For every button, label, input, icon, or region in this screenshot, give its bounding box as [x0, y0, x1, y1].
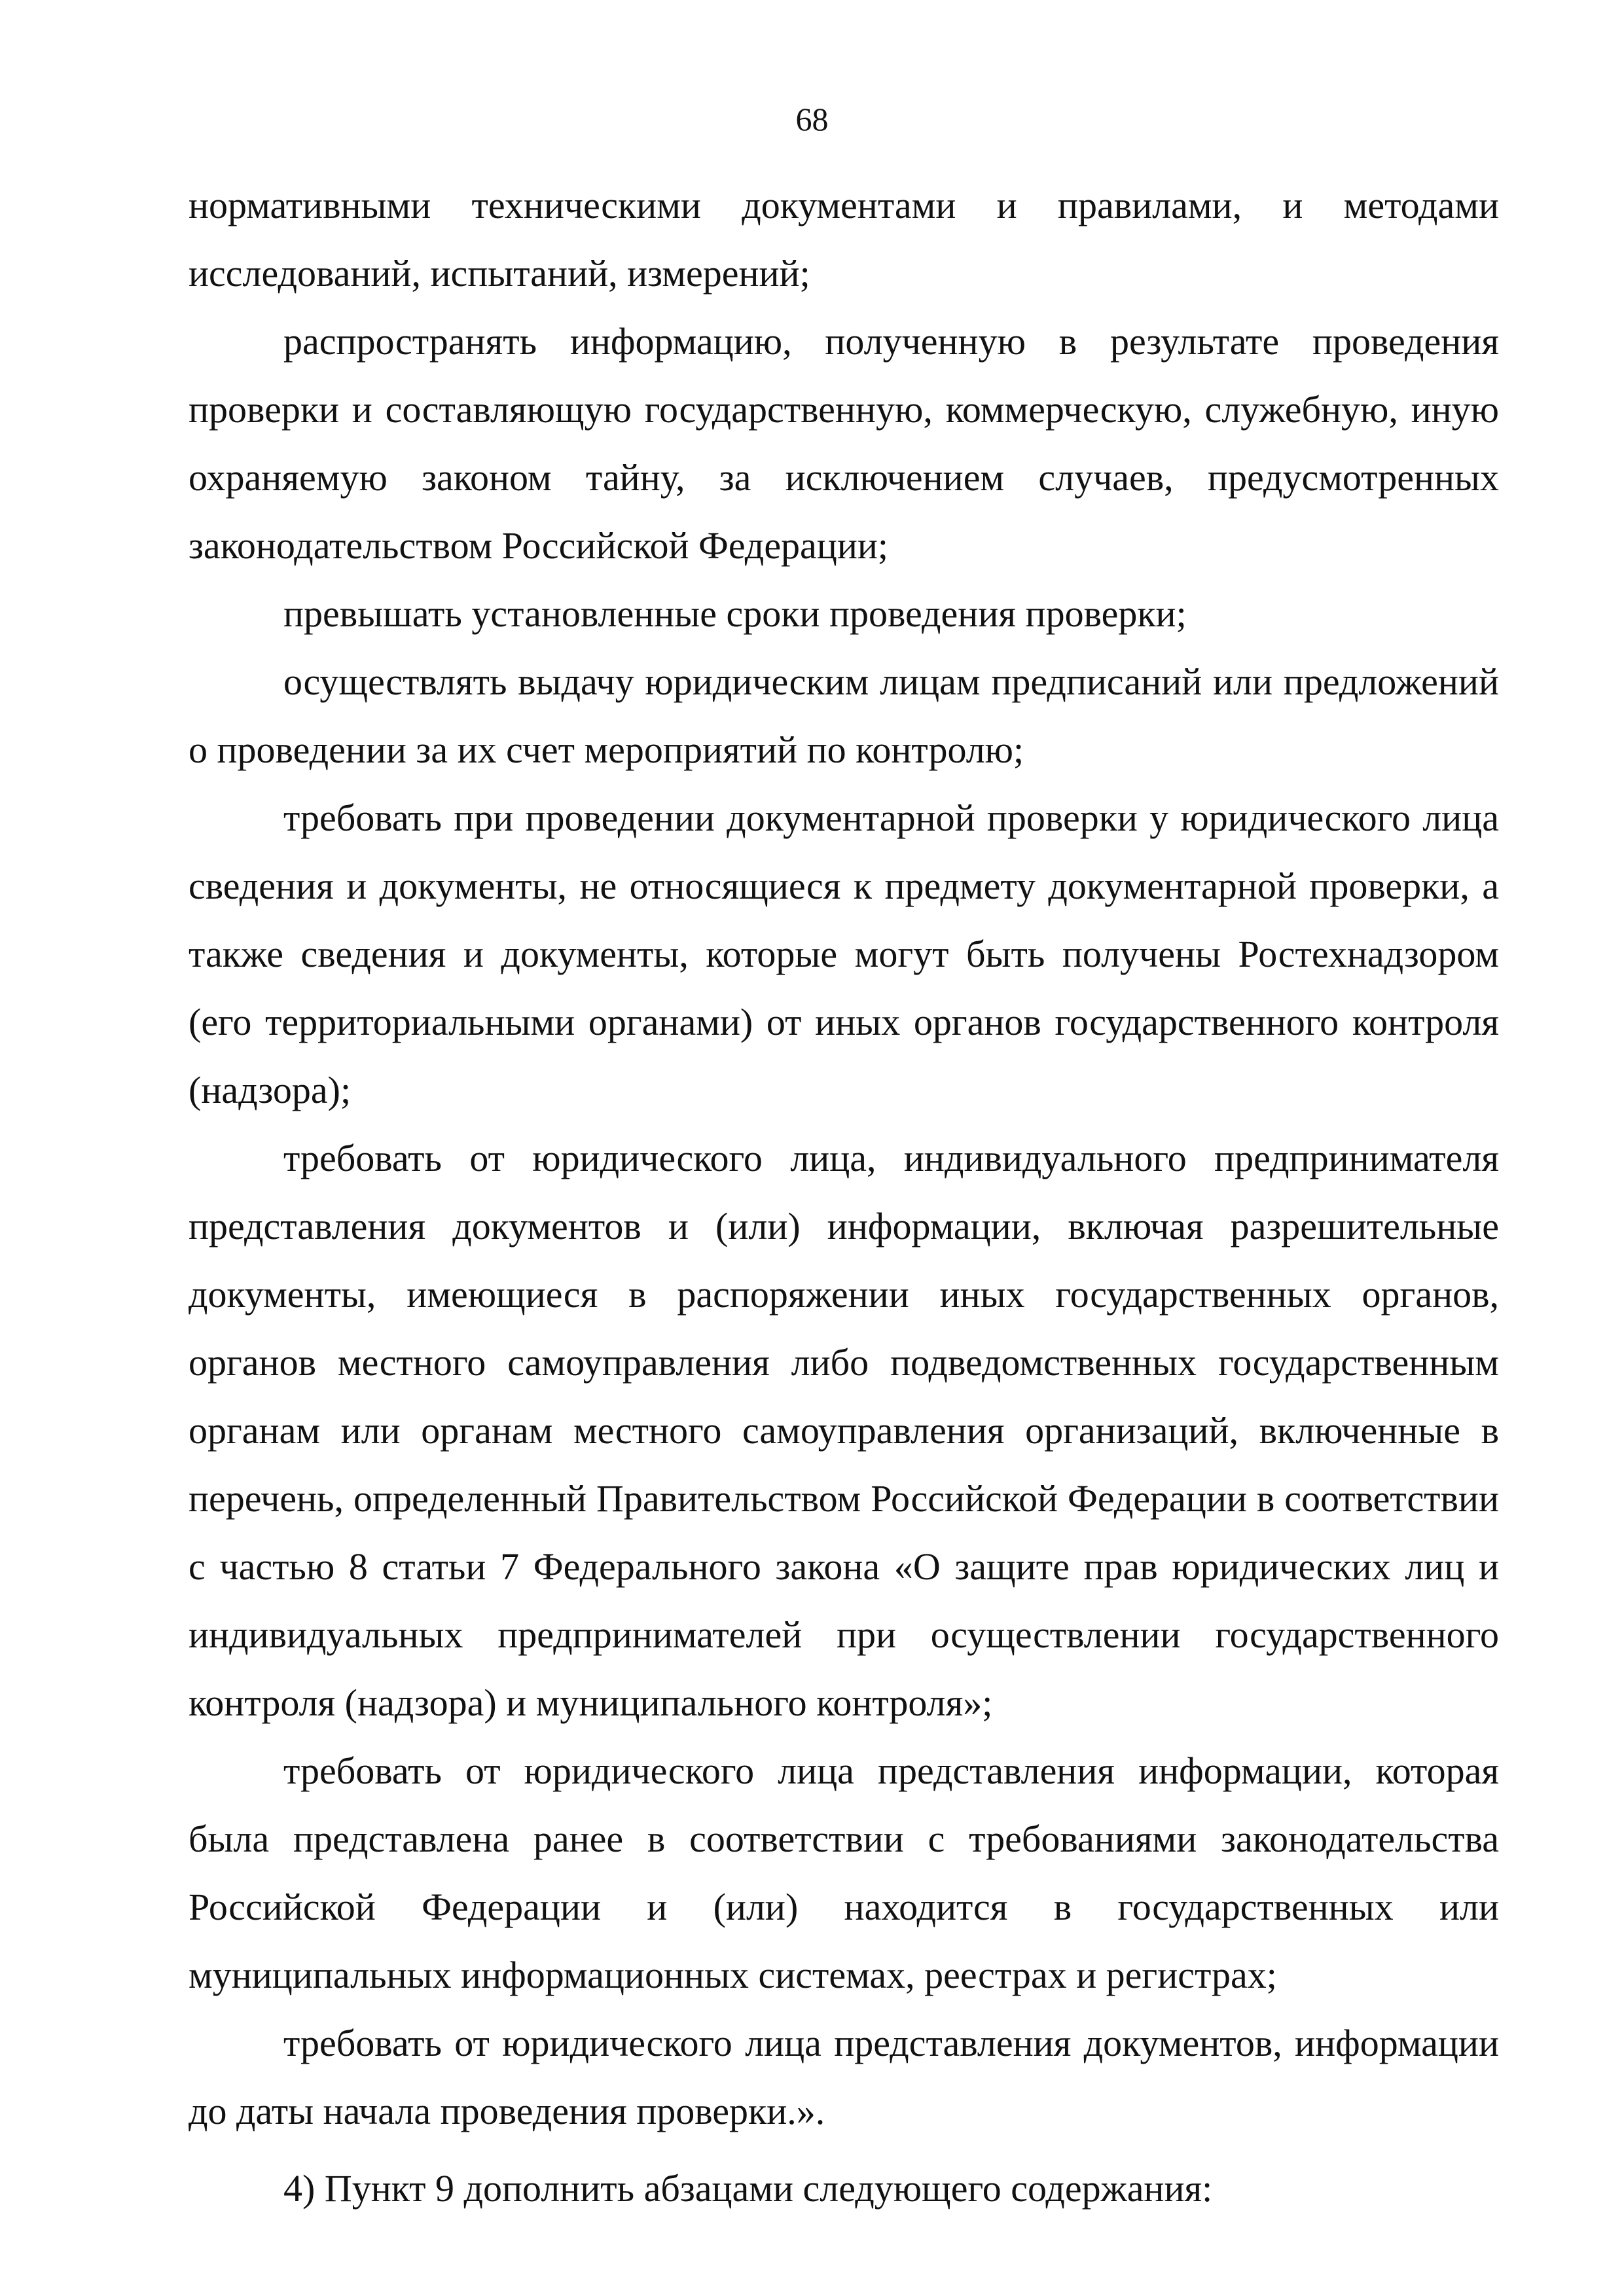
paragraph: превышать установленные сроки проведения проверки;	[283, 592, 1187, 635]
paragraph: нормативными техническими документами и правилами, и методами исследований, испытаний, измерений;	[189, 184, 1499, 295]
paragraph: осуществлять выдачу юридическим лицам предписаний или предложений о проведении за их счет мероприятий по контролю;	[189, 660, 1499, 771]
paragraph: требовать при проведении документарной проверки у юридического лица сведения и документы, не относящиеся к предмету документарной проверки, а также сведения и документы, которые могут быть получены Ростехнадзором (его территориальными органами) от иных органов государственного контроля (надзора);	[189, 797, 1499, 1111]
document-body	[189, 171, 1499, 2223]
page-number: 68	[795, 101, 829, 137]
paragraph: требовать от юридического лица представления информации, которая была представлена ранее в соответствии с требованиями законодательства Российской Федерации и (или) находится в государственных или муниципальных информационных системах, реестрах и регистрах;	[189, 1749, 1499, 1996]
paragraph: распространять информацию, полученную в результате проведения проверки и составляющую государственную, коммерческую, служебную, иную охраняемую законом тайну, за исключением случаев, предусмотренных законодательством Российской Федерации;	[189, 320, 1499, 567]
paragraph: требовать от юридического лица, индивидуального предпринимателя представления документов и (или) информации, включая разрешительные документы, имеющиеся в распоряжении иных государственных органов, органов местного самоуправления либо подведомственных государственным органам или органам местного самоуправления организаций, включенные в перечень, определенный Правительством Российской Федерации в соответствии с частью 8 статьи 7 Федерального закона «О защите прав юридических лиц и индивидуальных предпринимателей при осуществлении государственного контроля (надзора) и муниципального контроля»;	[189, 1137, 1499, 1724]
paragraph: 4) Пункт 9 дополнить абзацами следующего содержания:	[283, 2167, 1213, 2210]
paragraph: требовать от юридического лица представления документов, информации до даты начала проведения проверки.».	[189, 2022, 1499, 2132]
